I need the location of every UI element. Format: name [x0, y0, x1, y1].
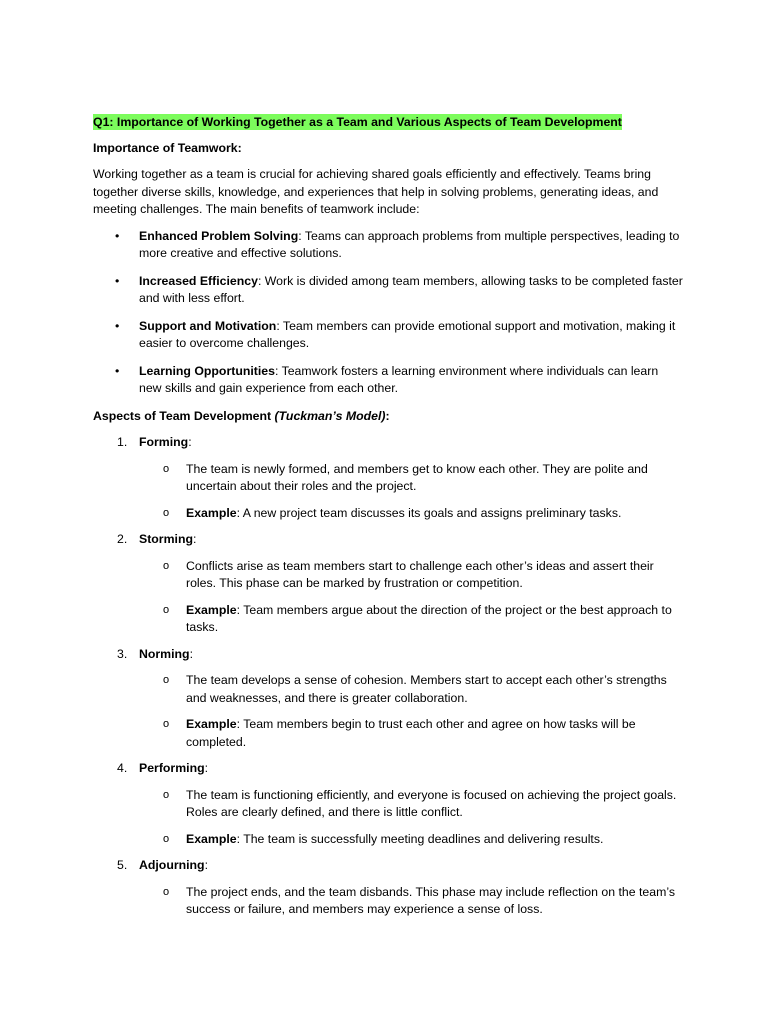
aspects-title — [93, 408, 683, 426]
stage-number: 5. — [117, 858, 128, 872]
question-heading: Q1: Importance of Working Together as a Team and Various Aspects of Team Development — [93, 115, 622, 129]
benefit-term: Increased Efficiency — [139, 273, 258, 288]
stage-name: Adjourning — [139, 858, 205, 872]
circle-bullet-icon: o — [163, 462, 170, 475]
stage-colon: : — [188, 435, 192, 449]
list-item — [139, 716, 683, 751]
stage-details — [139, 461, 683, 523]
benefit-term: Learning Opportunities — [139, 363, 275, 378]
list-item — [93, 273, 683, 308]
stage-item-performing — [93, 760, 683, 848]
stage-details — [139, 787, 683, 849]
example-label: Example — [186, 717, 237, 731]
benefits-list — [93, 228, 683, 398]
stage-colon: : — [204, 761, 209, 775]
stage-description: Conflicts arise as team members start to challenge each other’s ideas and assert their roles. This phase can be marked by frustration or competition. — [186, 558, 654, 590]
bullet-icon: • — [115, 228, 120, 243]
list-item — [139, 558, 683, 593]
stage-name: Forming — [139, 435, 189, 449]
circle-bullet-icon: o — [163, 885, 170, 898]
stage-item-norming — [93, 646, 683, 752]
list-item — [139, 787, 683, 822]
stage-description: The project ends, and the team disbands. This phase may include reflection on the team’s success or failure, and members may experience a sense of loss. — [186, 884, 675, 916]
stage-name: Storming — [139, 532, 193, 546]
circle-bullet-icon: o — [163, 603, 170, 616]
stage-details — [139, 884, 683, 919]
list-item — [139, 672, 683, 707]
stage-number: 3. — [117, 646, 128, 661]
benefit-term: Support and Motivation — [139, 318, 277, 333]
stage-number: 2. — [117, 532, 128, 546]
list-item — [93, 228, 683, 263]
stage-number: 1. — [117, 435, 128, 449]
stage-colon: : — [204, 858, 208, 872]
question-heading-row — [93, 114, 683, 132]
benefit-text: : Work is divided among team members, allowing tasks to be completed faster and with less effort. — [139, 273, 683, 305]
stage-example: : A new project team discusses its goals and assigns preliminary tasks. — [236, 505, 622, 520]
importance-title: Importance of Teamwork: — [93, 140, 242, 155]
stage-description: The team develops a sense of cohesion. Members start to accept each other’s strengths and weaknesses, and there is greater collaboration. — [186, 673, 667, 705]
stage-title — [117, 531, 683, 549]
stage-colon: : — [189, 646, 193, 661]
stage-title — [117, 760, 683, 778]
stage-title — [117, 646, 683, 664]
benefit-term: Enhanced Problem Solving — [139, 228, 299, 243]
benefit-text: : Team members can provide emotional support and motivation, making it easier to overcome challenges. — [139, 318, 676, 350]
bullet-icon: • — [115, 363, 120, 378]
stage-number: 4. — [117, 761, 128, 775]
stage-description: The team is newly formed, and members get to know each other. They are polite and uncertain about their roles and the project. — [186, 461, 648, 493]
aspects-title-suffix: : — [385, 408, 390, 423]
list-item — [139, 884, 683, 919]
list-item — [93, 318, 683, 353]
stage-title — [117, 434, 683, 452]
stage-title — [117, 857, 683, 875]
circle-bullet-icon: o — [163, 674, 170, 686]
bullet-icon: • — [115, 318, 120, 333]
benefit-text: : Teams can approach problems from multiple perspectives, leading to more creative and effective solutions. — [139, 228, 680, 260]
stage-name: Norming — [139, 646, 190, 661]
list-item — [139, 602, 683, 637]
circle-bullet-icon: o — [163, 506, 170, 519]
stage-name: Performing — [139, 761, 205, 775]
stage-description: The team is functioning efficiently, and everyone is focused on achieving the project goals. Roles are clearly defined, and there is little conflict. — [186, 787, 677, 819]
aspects-title-model: (Tuckman’s Model) — [274, 408, 386, 423]
stage-item-adjourning — [93, 857, 683, 919]
aspects-title-prefix: Aspects of Team Development — [93, 408, 275, 423]
stage-example: : Team members begin to trust each other and agree on how tasks will be completed. — [186, 717, 636, 749]
list-item — [93, 363, 683, 398]
circle-bullet-icon: o — [163, 718, 170, 730]
circle-bullet-icon: o — [163, 788, 170, 801]
list-item — [139, 505, 683, 523]
stage-example: : The team is successfully meeting deadlines and delivering results. — [236, 831, 604, 846]
document-page — [93, 114, 683, 928]
stage-colon: : — [192, 532, 197, 546]
benefit-text: : Teamwork fosters a learning environment where individuals can learn new skills and gain experience from each other. — [139, 363, 659, 395]
bullet-icon: • — [115, 273, 120, 288]
circle-bullet-icon: o — [163, 832, 170, 845]
stage-item-forming — [93, 434, 683, 522]
stage-details — [139, 558, 683, 637]
stage-details — [139, 672, 683, 751]
importance-intro: Working together as a team is crucial for achieving shared goals efficiently and effectively. Teams bring together diverse skills, knowledge, and experiences that help in solving problems, generating ideas, and meeting challenges. The main benefits of teamwork include: — [93, 167, 659, 216]
list-item — [139, 461, 683, 496]
stage-item-storming — [93, 531, 683, 637]
circle-bullet-icon: o — [163, 559, 170, 572]
example-label: Example — [186, 602, 237, 617]
example-label: Example — [186, 505, 237, 520]
list-item — [139, 831, 683, 849]
stages-list — [93, 434, 683, 919]
example-label: Example — [186, 831, 237, 846]
stage-example: : Team members argue about the direction of the project or the best approach to tasks. — [186, 602, 672, 634]
